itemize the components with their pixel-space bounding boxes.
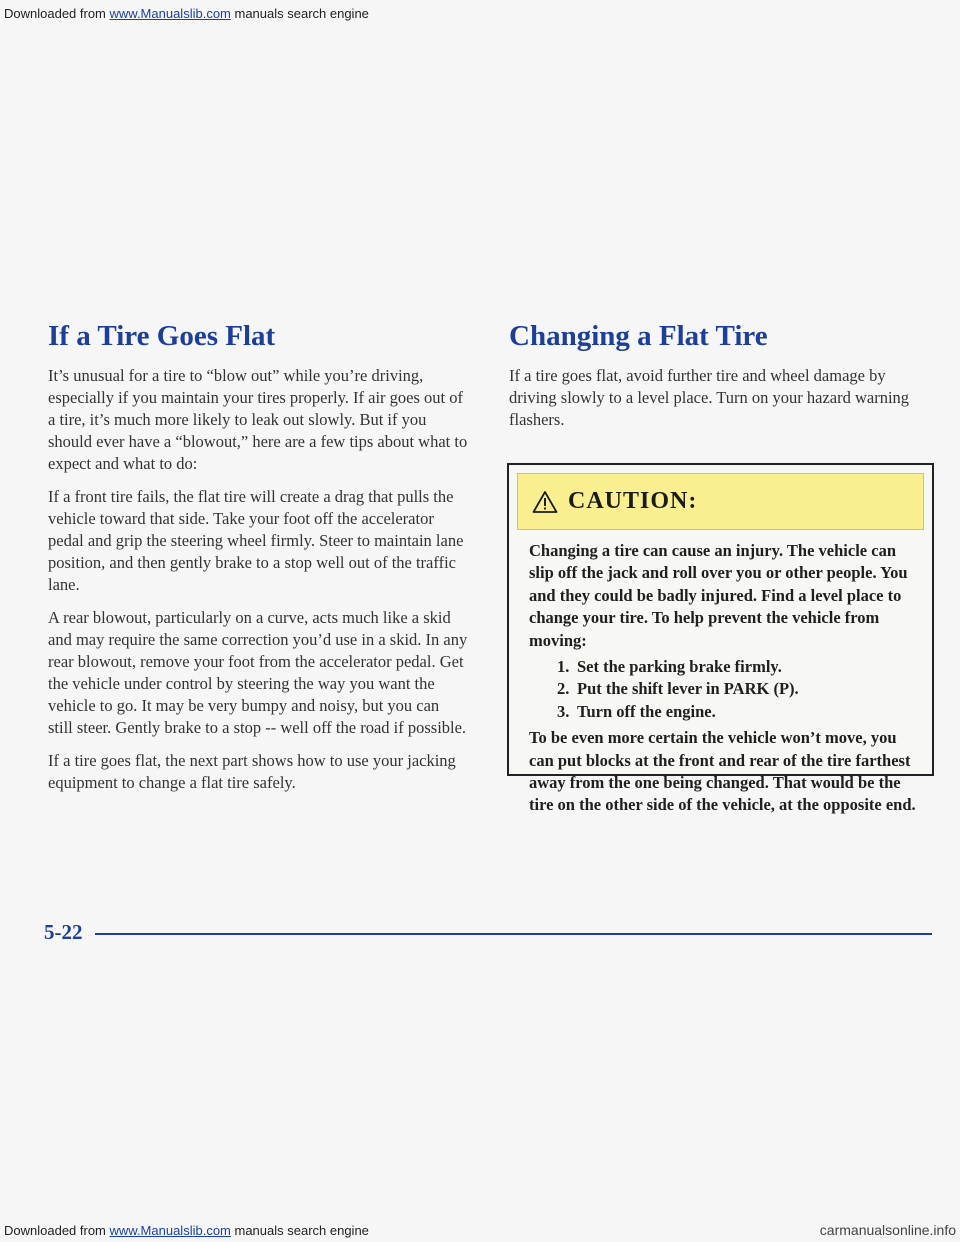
- section-title-flat-tire: If a Tire Goes Flat: [48, 320, 276, 352]
- caution-title: CAUTION:: [568, 488, 698, 514]
- manualslib-link[interactable]: www.Manualslib.com: [109, 6, 231, 21]
- caution-box: [507, 463, 934, 815]
- caution-steps: [529, 656, 924, 723]
- caution-step: [557, 678, 924, 700]
- left-column: [48, 318, 468, 805]
- right-column: [509, 318, 934, 442]
- download-banner: [0, 0, 960, 28]
- step-text: Turn off the engine.: [577, 701, 716, 721]
- page-number: 5-22: [44, 920, 83, 944]
- step-text: Put the shift lever in PARK (P).: [577, 679, 799, 699]
- intro-paragraph: If a tire goes flat, avoid further tire and wheel damage by driving slowly to a level place. Turn on your hazard warning flashers.: [509, 366, 910, 429]
- banner-suffix: manuals search engine: [230, 6, 369, 21]
- caution-outro: To be even more certain the vehicle won’t move, you can put blocks at the front and rear of the tire farthest away from the one being changed. That would be the tire on the other side of the vehicle, at the opposite end.: [529, 728, 916, 815]
- footer-banner: [0, 1223, 960, 1238]
- paragraph: It’s unusual for a tire to “blow out” while you’re driving, especially if you maintain your tires properly. If air goes out of a tire, it’s much more likely to leak out slowly. But if you should ever have a “blowout,” here are a few tips about what to expect and what to do:: [48, 366, 468, 473]
- paragraph: A rear blowout, particularly on a curve, acts much like a skid and may require the same correction you’d use in a skid. In any rear blowout, remove your foot from the accelerator pedal. Get the vehicle under control by steering the way you want the vehicle to go. It may be very bumpy and noisy, but you can still steer. Gently brake to a stop -- well off the road if possible.: [48, 608, 468, 737]
- banner-prefix: Downloaded from: [4, 6, 110, 21]
- footer-suffix: manuals search engine: [230, 1223, 369, 1238]
- footer-manualslib-link[interactable]: www.Manualslib.com: [109, 1223, 231, 1238]
- caution-step: [557, 656, 924, 678]
- step-text: Set the parking brake firmly.: [577, 657, 782, 677]
- section-title-changing-tire: Changing a Flat Tire: [509, 320, 768, 352]
- paragraph: If a front tire fails, the flat tire will create a drag that pulls the vehicle toward that side. Take your foot off the accelerator pedal and grip the steering wheel firmly. Steer to maintain lane position, and then gently brake to a stop well out of the traffic lane.: [48, 487, 464, 594]
- footer-prefix: Downloaded from: [4, 1223, 110, 1238]
- caution-intro: Changing a tire can cause an injury. The vehicle can slip off the jack and roll over you or other people. You and they could be badly injured. Find a level place to change your tire. To help prevent the vehicle from moving:: [529, 541, 908, 650]
- page-divider: [95, 933, 932, 935]
- step-number: 2.: [557, 679, 570, 699]
- caution-body: [529, 540, 924, 821]
- paragraph: If a tire goes flat, the next part shows how to use your jacking equipment to change a flat tire safely.: [48, 751, 456, 792]
- step-number: 1.: [557, 657, 570, 677]
- caution-header: [517, 473, 924, 530]
- step-number: 3.: [557, 701, 570, 721]
- watermark: carmanualsonline.info: [819, 1222, 956, 1238]
- warning-triangle-icon: [532, 490, 558, 514]
- caution-step: [557, 701, 924, 723]
